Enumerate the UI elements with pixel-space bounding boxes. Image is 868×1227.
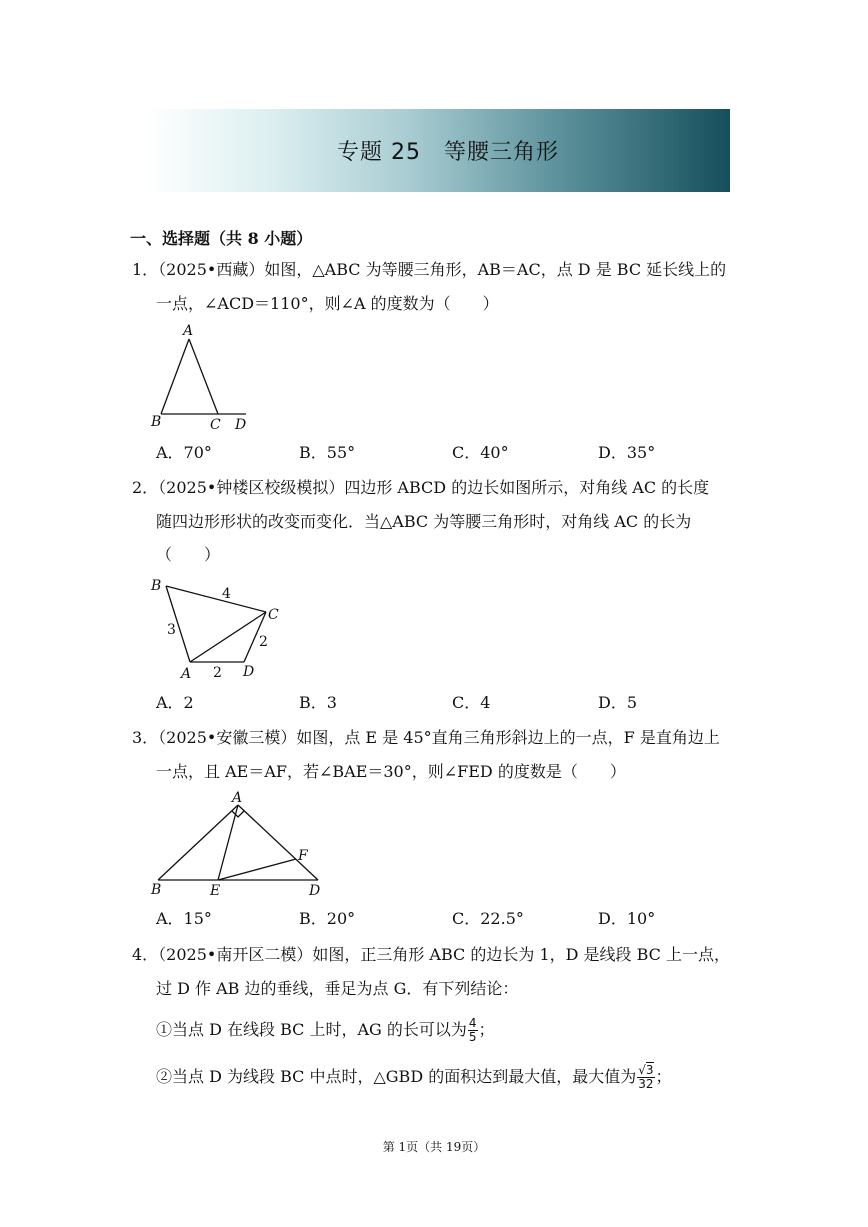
q4-item2-end: ； (655, 1067, 672, 1086)
q1-option-b[interactable]: B．55° (299, 443, 356, 462)
q4-item1-end: ； (478, 1020, 495, 1039)
q3-label-e: E (210, 883, 221, 899)
page-footer: 第 1页（共 19页） (382, 1140, 486, 1154)
q4-item1-fraction (468, 1017, 478, 1044)
q3-figure (146, 788, 331, 900)
q4-item2-numerator: √3 (638, 1063, 654, 1077)
q3-label-d: D (309, 883, 321, 899)
q1-option-a[interactable]: A．70° (156, 443, 212, 462)
q1-label-b: B (151, 414, 162, 430)
q1-label-d: D (235, 417, 247, 432)
q4-item1 (156, 1016, 495, 1044)
q2-length-ad: 2 (213, 665, 222, 681)
q2-line1: 2．（2025•钟楼区校级模拟）四边形 ABCD 的边长如图所示，对角线 AC 的长度 (132, 478, 710, 497)
q4-item1-numerator: 4 (468, 1016, 477, 1030)
q4-line1: 4．（2025•南开区二模）如图，正三角形 ABC 的边长为 1，D 是线段 BC 上一点， (132, 945, 731, 964)
q2-line3: （ ） (156, 545, 221, 564)
q3-line1: 3．（2025•安徽三模）如图，点 E 是 45°直角三角形斜边上的一点，F 是直角边上 (132, 728, 720, 747)
q2-label-d: D (243, 664, 255, 680)
q2-length-ab: 3 (167, 622, 176, 638)
q2-option-b[interactable]: B．3 (299, 693, 337, 712)
q1-figure (146, 320, 256, 432)
q2-option-d[interactable]: D．5 (598, 693, 638, 712)
q3-line2: 一点，且 AE＝AF，若∠BAE＝30°，则∠FED 的度数是（ ） (156, 762, 626, 781)
q1-label-a: A (183, 323, 194, 339)
q1-label-c: C (210, 417, 221, 432)
q3-option-b[interactable]: B．20° (299, 909, 356, 928)
q2-label-a: A (181, 666, 192, 682)
q3-option-d[interactable]: D．10° (598, 909, 656, 928)
q1-option-c[interactable]: C．40° (452, 443, 509, 462)
q1-option-d[interactable]: D．35° (598, 443, 656, 462)
q4-item1-text: ①当点 D 在线段 BC 上时，AG 的长可以为 (156, 1020, 467, 1039)
q3-label-b: B (151, 882, 162, 898)
q2-length-cd: 2 (259, 634, 268, 650)
q4-item2-radicand: 3 (645, 1063, 654, 1077)
q4-item2-text: ②当点 D 为线段 BC 中点时，△GBD 的面积达到最大值，最大值为 (156, 1067, 637, 1086)
q3-label-f: F (298, 848, 308, 864)
q2-line2: 随四边形形状的改变而变化．当△ABC 为等腰三角形时，对角线 AC 的长为 (156, 512, 692, 531)
q2-options (156, 693, 716, 713)
q2-label-b: B (151, 578, 162, 594)
q4-item2-denominator: 32 (638, 1077, 654, 1091)
q1-line1: 1．（2025•西藏）如图，△ABC 为等腰三角形，AB＝AC，点 D 是 BC 延长线上的 (132, 260, 727, 279)
q3-options (156, 909, 716, 929)
q2-option-a[interactable]: A．2 (156, 693, 194, 712)
q3-option-c[interactable]: C．22.5° (452, 909, 524, 928)
page-title: 专题 25 等腰三角形 (337, 140, 559, 165)
q3-label-a: A (232, 790, 243, 806)
q1-line2: 一点，∠ACD＝110°，则∠A 的度数为（ ） (156, 294, 499, 313)
title-banner (146, 109, 730, 192)
q2-length-bc: 4 (222, 586, 231, 602)
section-heading: 一、选择题（共 8 小题） (130, 229, 313, 248)
q3-option-a[interactable]: A．15° (156, 909, 212, 928)
q4-line2: 过 D 作 AB 边的垂线，垂足为点 G．有下列结论： (156, 979, 519, 998)
q2-figure (146, 574, 291, 684)
q4-item1-denominator: 5 (468, 1030, 477, 1044)
q4-item2-fraction (637, 1064, 654, 1091)
q2-option-c[interactable]: C．4 (452, 693, 491, 712)
q4-item2 (156, 1063, 672, 1091)
q2-label-c: C (268, 607, 279, 623)
q1-options (156, 443, 716, 463)
